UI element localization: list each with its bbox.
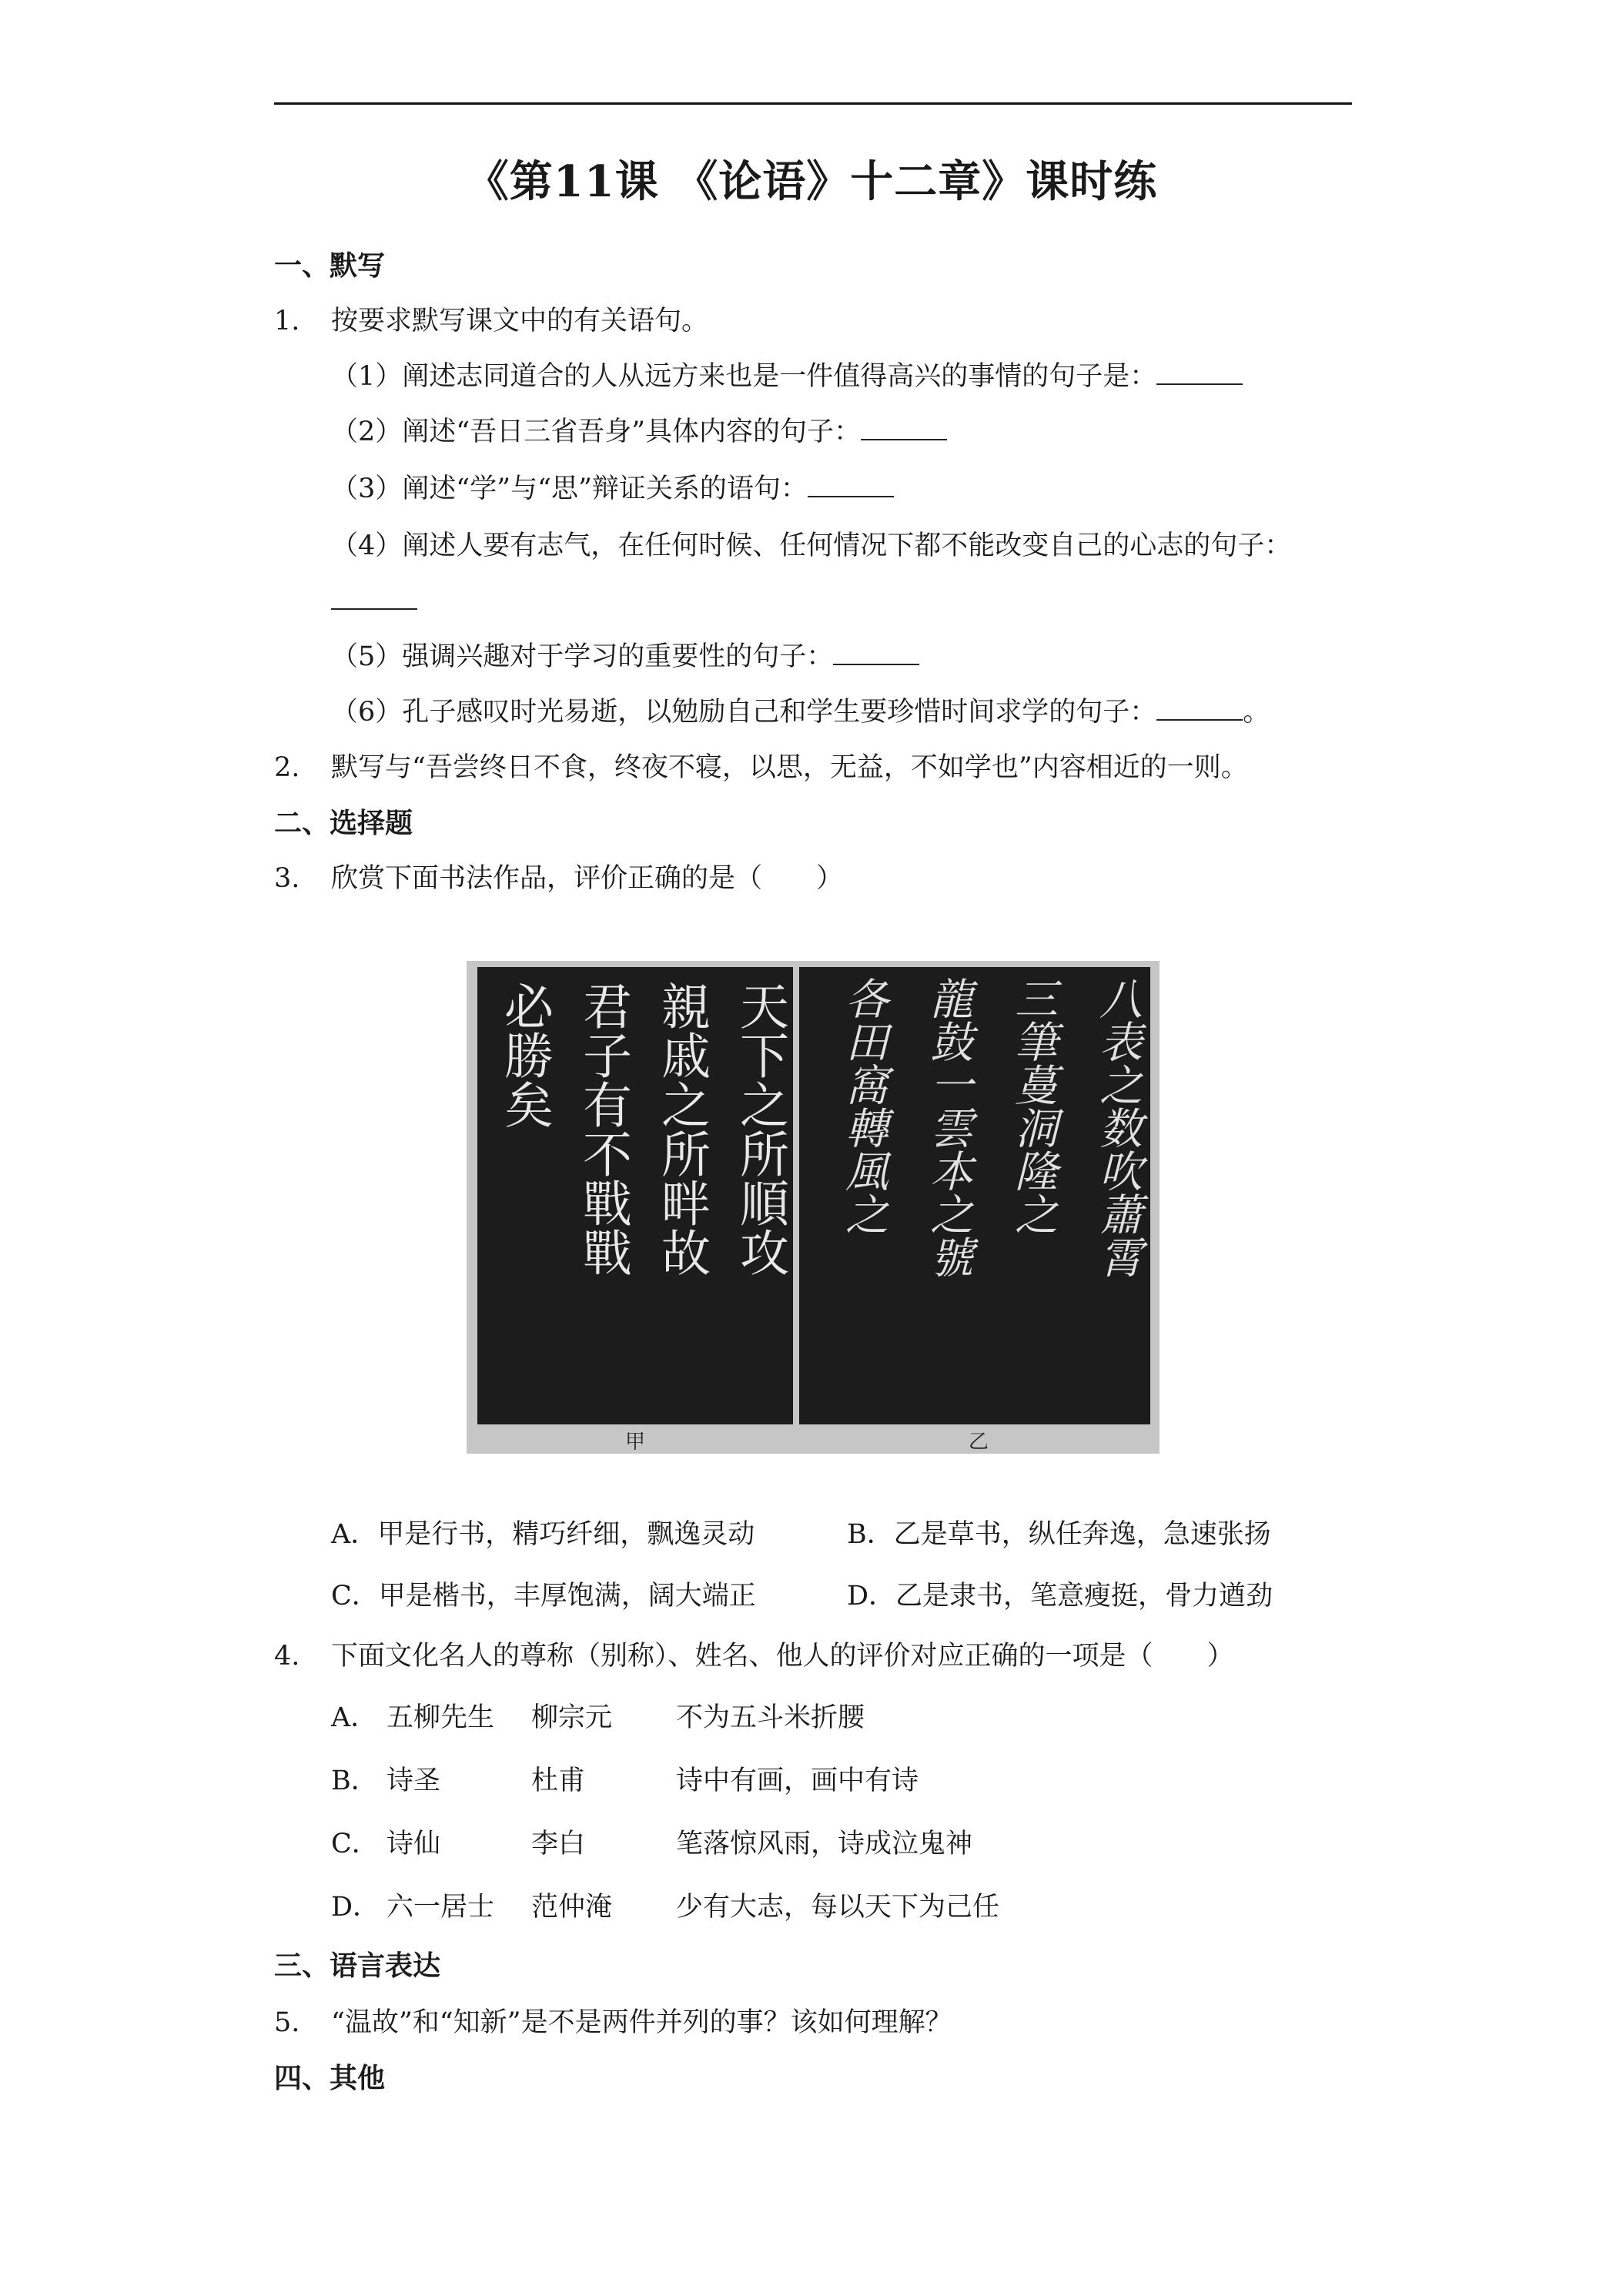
q1-item-4-blank-line — [331, 584, 417, 619]
answer-blank[interactable] — [1156, 696, 1243, 721]
question-number-2: 2. — [274, 752, 300, 783]
q3-option-d[interactable]: D．乙是隶书，笔意瘦挺，骨力遒劲 — [847, 1581, 1273, 1612]
question-number-4: 4. — [274, 1641, 300, 1672]
option-alias: 五柳先生 — [387, 1702, 495, 1733]
option-label: C． — [331, 1829, 379, 1859]
answer-blank[interactable] — [1156, 360, 1243, 385]
calligraphy-column: 必勝矣 — [496, 981, 553, 1129]
question-number-1: 1. — [274, 306, 300, 336]
question-5-stem: “温故”和“知新”是不是两件并列的事？该如何理解？ — [331, 2007, 952, 2038]
header-rule — [274, 102, 1352, 105]
option-name: 杜甫 — [531, 1766, 586, 1796]
calligraphy-column: 各田窩轉風之 — [838, 976, 888, 1235]
q1-item-3-text: （3）阐述“学”与“思”辩证关系的语句： — [331, 474, 808, 504]
calligraphy-column: 君子有不戰戰 — [574, 981, 631, 1277]
q3-option-b[interactable]: B．乙是草书，纵任奔逸，急速张扬 — [847, 1519, 1271, 1550]
calligraphy-column: 三筆蔓洞隆之 — [1008, 976, 1058, 1235]
q4-option-a[interactable] — [331, 1700, 865, 1735]
option-comment: 不为五斗米折腰 — [676, 1702, 865, 1733]
page-title: 《第11课 《论语》十二章》课时练 — [465, 156, 1158, 207]
section-heading-2: 二、选择题 — [274, 807, 413, 839]
q1-item-4 — [331, 528, 1291, 564]
question-4-stem: 下面文化名人的尊称（别称）、姓名、他人的评价对应正确的一项是（ ） — [331, 1641, 1234, 1672]
question-1-stem: 按要求默写课文中的有关语句。 — [331, 306, 709, 336]
section-heading-4: 四、其他 — [274, 2062, 386, 2094]
option-alias: 六一居士 — [387, 1892, 495, 1923]
q4-option-c[interactable] — [331, 1826, 972, 1862]
option-label: D． — [331, 1892, 380, 1923]
calligraphy-column: 八表之数吹蕭霄 — [1093, 976, 1143, 1278]
q1-item-5 — [331, 639, 919, 674]
option-comment: 少有大志，每以天下为己任 — [676, 1892, 1000, 1923]
calligraphy-figure — [467, 961, 1160, 1454]
q1-item-4-text: （4）阐述人要有志气，在任何时候、任何情况下都不能改变自己的心志的句子： — [331, 530, 1292, 561]
calligraphy-column: 親戚之所畔故 — [653, 981, 710, 1277]
section-heading-1: 一、默写 — [274, 249, 386, 282]
option-alias: 诗仙 — [387, 1829, 441, 1859]
answer-blank[interactable] — [833, 641, 919, 665]
option-name: 柳宗元 — [531, 1702, 613, 1733]
q4-option-d[interactable] — [331, 1889, 999, 1925]
question-number-3: 3. — [274, 863, 300, 894]
calligraphy-panel-yi — [799, 967, 1150, 1424]
option-label: B． — [331, 1766, 378, 1796]
caption-yi: 乙 — [969, 1431, 989, 1454]
answer-blank[interactable] — [331, 585, 417, 610]
q1-item-2 — [331, 414, 947, 450]
answer-blank[interactable] — [808, 473, 894, 497]
q1-item-1 — [331, 359, 1243, 394]
caption-jia: 甲 — [625, 1431, 646, 1454]
option-name: 范仲淹 — [531, 1892, 613, 1923]
q1-item-2-text: （2）阐述“吾日三省吾身”具体内容的句子： — [331, 417, 862, 447]
q1-item-3 — [331, 471, 894, 507]
option-label: A． — [331, 1702, 378, 1733]
q1-item-6 — [331, 694, 1270, 730]
option-alias: 诗圣 — [387, 1766, 441, 1796]
q1-item-6-text: （6）孔子感叹时光易逝，以勉励自己和学生要珍惜时间求学的句子： — [331, 697, 1157, 728]
section-heading-3: 三、语言表达 — [274, 1950, 441, 1982]
calligraphy-panel-jia — [477, 967, 793, 1424]
q3-option-c[interactable]: C．甲是楷书，丰厚饱满，阔大端正 — [331, 1581, 756, 1612]
option-name: 李白 — [531, 1829, 586, 1859]
q1-item-1-text: （1）阐述志同道合的人从远方来也是一件值得高兴的事情的句子是： — [331, 361, 1157, 392]
q3-option-a[interactable]: A．甲是行书，精巧纤细，飘逸灵动 — [331, 1519, 755, 1550]
option-comment: 笔落惊风雨，诗成泣鬼神 — [676, 1829, 973, 1859]
question-3-stem: 欣赏下面书法作品，评价正确的是（ ） — [331, 863, 844, 894]
q1-item-5-text: （5）强调兴趣对于学习的重要性的句子： — [331, 641, 834, 672]
q4-option-b[interactable] — [331, 1763, 919, 1799]
option-comment: 诗中有画，画中有诗 — [676, 1766, 919, 1796]
question-number-5: 5. — [274, 2007, 300, 2038]
answer-blank[interactable] — [861, 416, 947, 440]
calligraphy-column: 龍鼓一雲本之號 — [923, 976, 973, 1278]
calligraphy-column: 天下之所順攻 — [731, 981, 788, 1277]
q1-item-6-end: 。 — [1243, 697, 1270, 728]
question-2-stem: 默写与“吾尝终日不食，终夜不寝，以思，无益，不如学也”内容相近的一则。 — [331, 752, 1248, 783]
